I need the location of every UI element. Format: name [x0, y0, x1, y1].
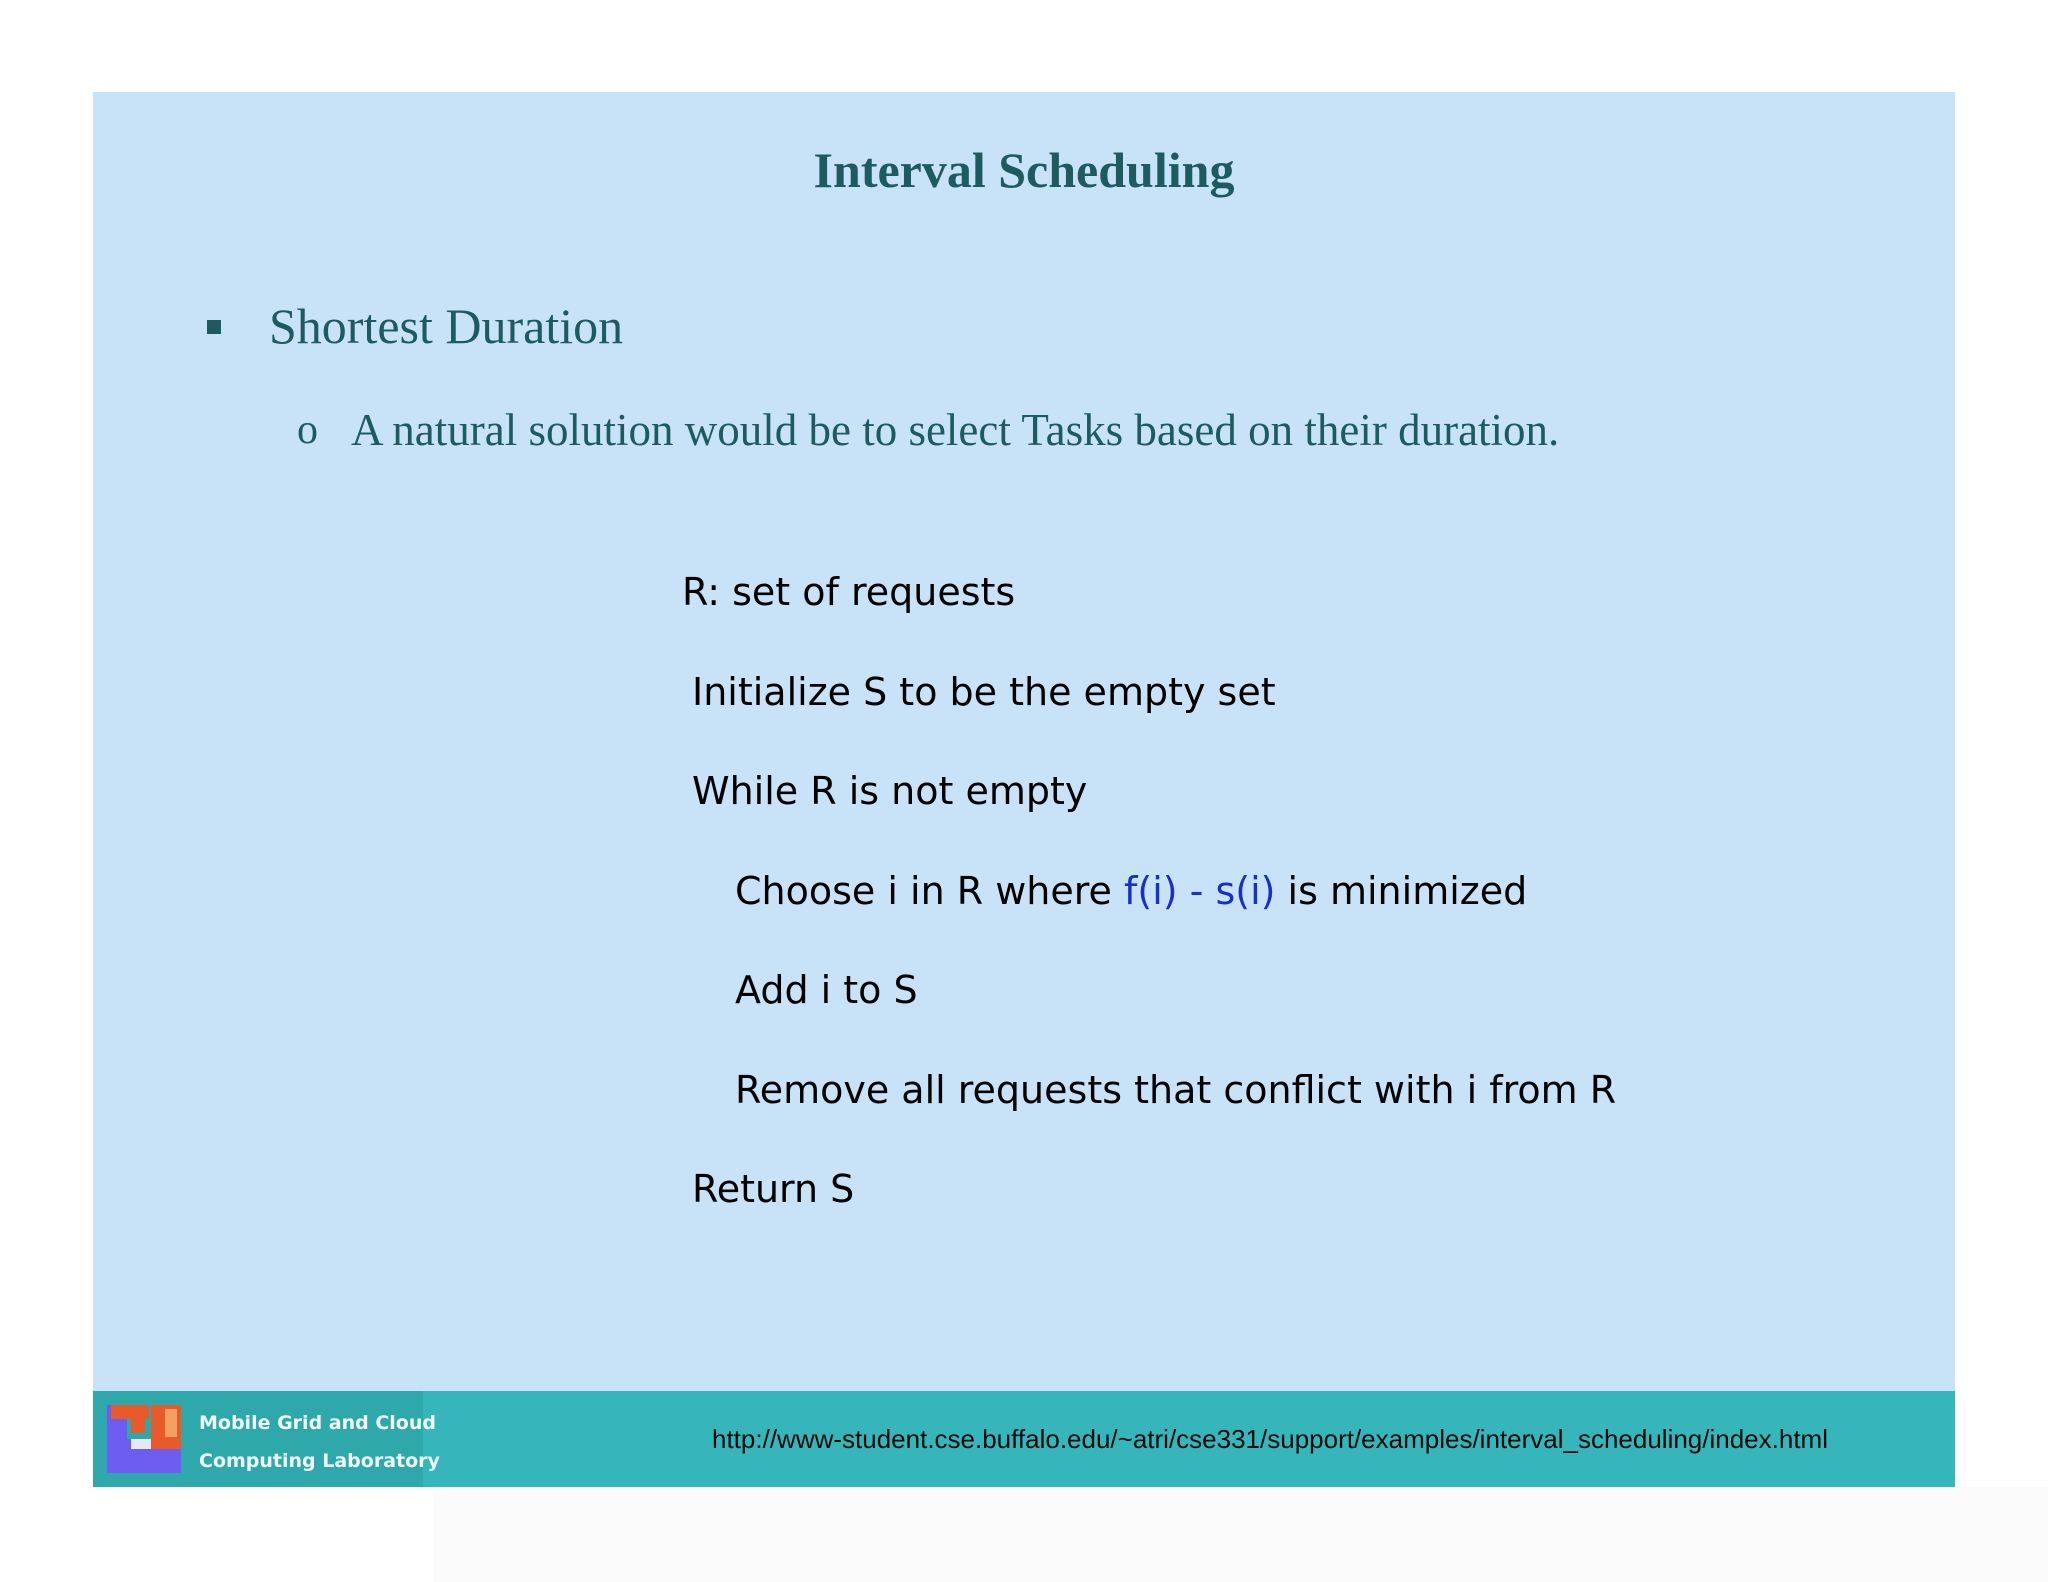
algorithm-line-return: Return S: [692, 1167, 855, 1211]
algorithm-line-initialize: Initialize S to be the empty set: [692, 670, 1276, 714]
algorithm-line-add: Add i to S: [735, 968, 918, 1012]
page-margin-shade: [434, 1487, 2048, 1582]
footer-bar: [93, 1391, 1955, 1487]
circle-bullet-icon: o: [297, 407, 318, 453]
bullet-level2-text: A natural solution would be to select Tasks based on their duration.: [351, 405, 1560, 455]
lab-logo: [93, 1391, 440, 1487]
slide-title: Interval Scheduling: [813, 142, 1235, 198]
lab-logo-line1: Mobile Grid and Cloud: [199, 1412, 436, 1434]
slide: [93, 92, 1955, 1487]
square-bullet-icon: [207, 320, 221, 334]
lab-logo-line2: Computing Laboratory: [199, 1450, 440, 1472]
algorithm-line-requests: R: set of requests: [682, 570, 1016, 614]
choose-prefix: Choose i in R where: [735, 869, 1124, 913]
algorithm-line-choose: [735, 866, 1527, 916]
choose-suffix: is minimized: [1275, 869, 1528, 913]
lab-logo-icon: [107, 1405, 181, 1473]
duration-expression: f(i) - s(i): [1124, 869, 1276, 913]
algorithm-line-remove: Remove all requests that conflict with i from R: [735, 1068, 1617, 1112]
footer-url-link[interactable]: http://www-student.cse.buffalo.edu/~atri/cse331/support/examples/interval_scheduling/index.html: [712, 1424, 1828, 1454]
algorithm-line-while: While R is not empty: [692, 769, 1088, 813]
bullet-level1-text: Shortest Duration: [269, 298, 624, 354]
